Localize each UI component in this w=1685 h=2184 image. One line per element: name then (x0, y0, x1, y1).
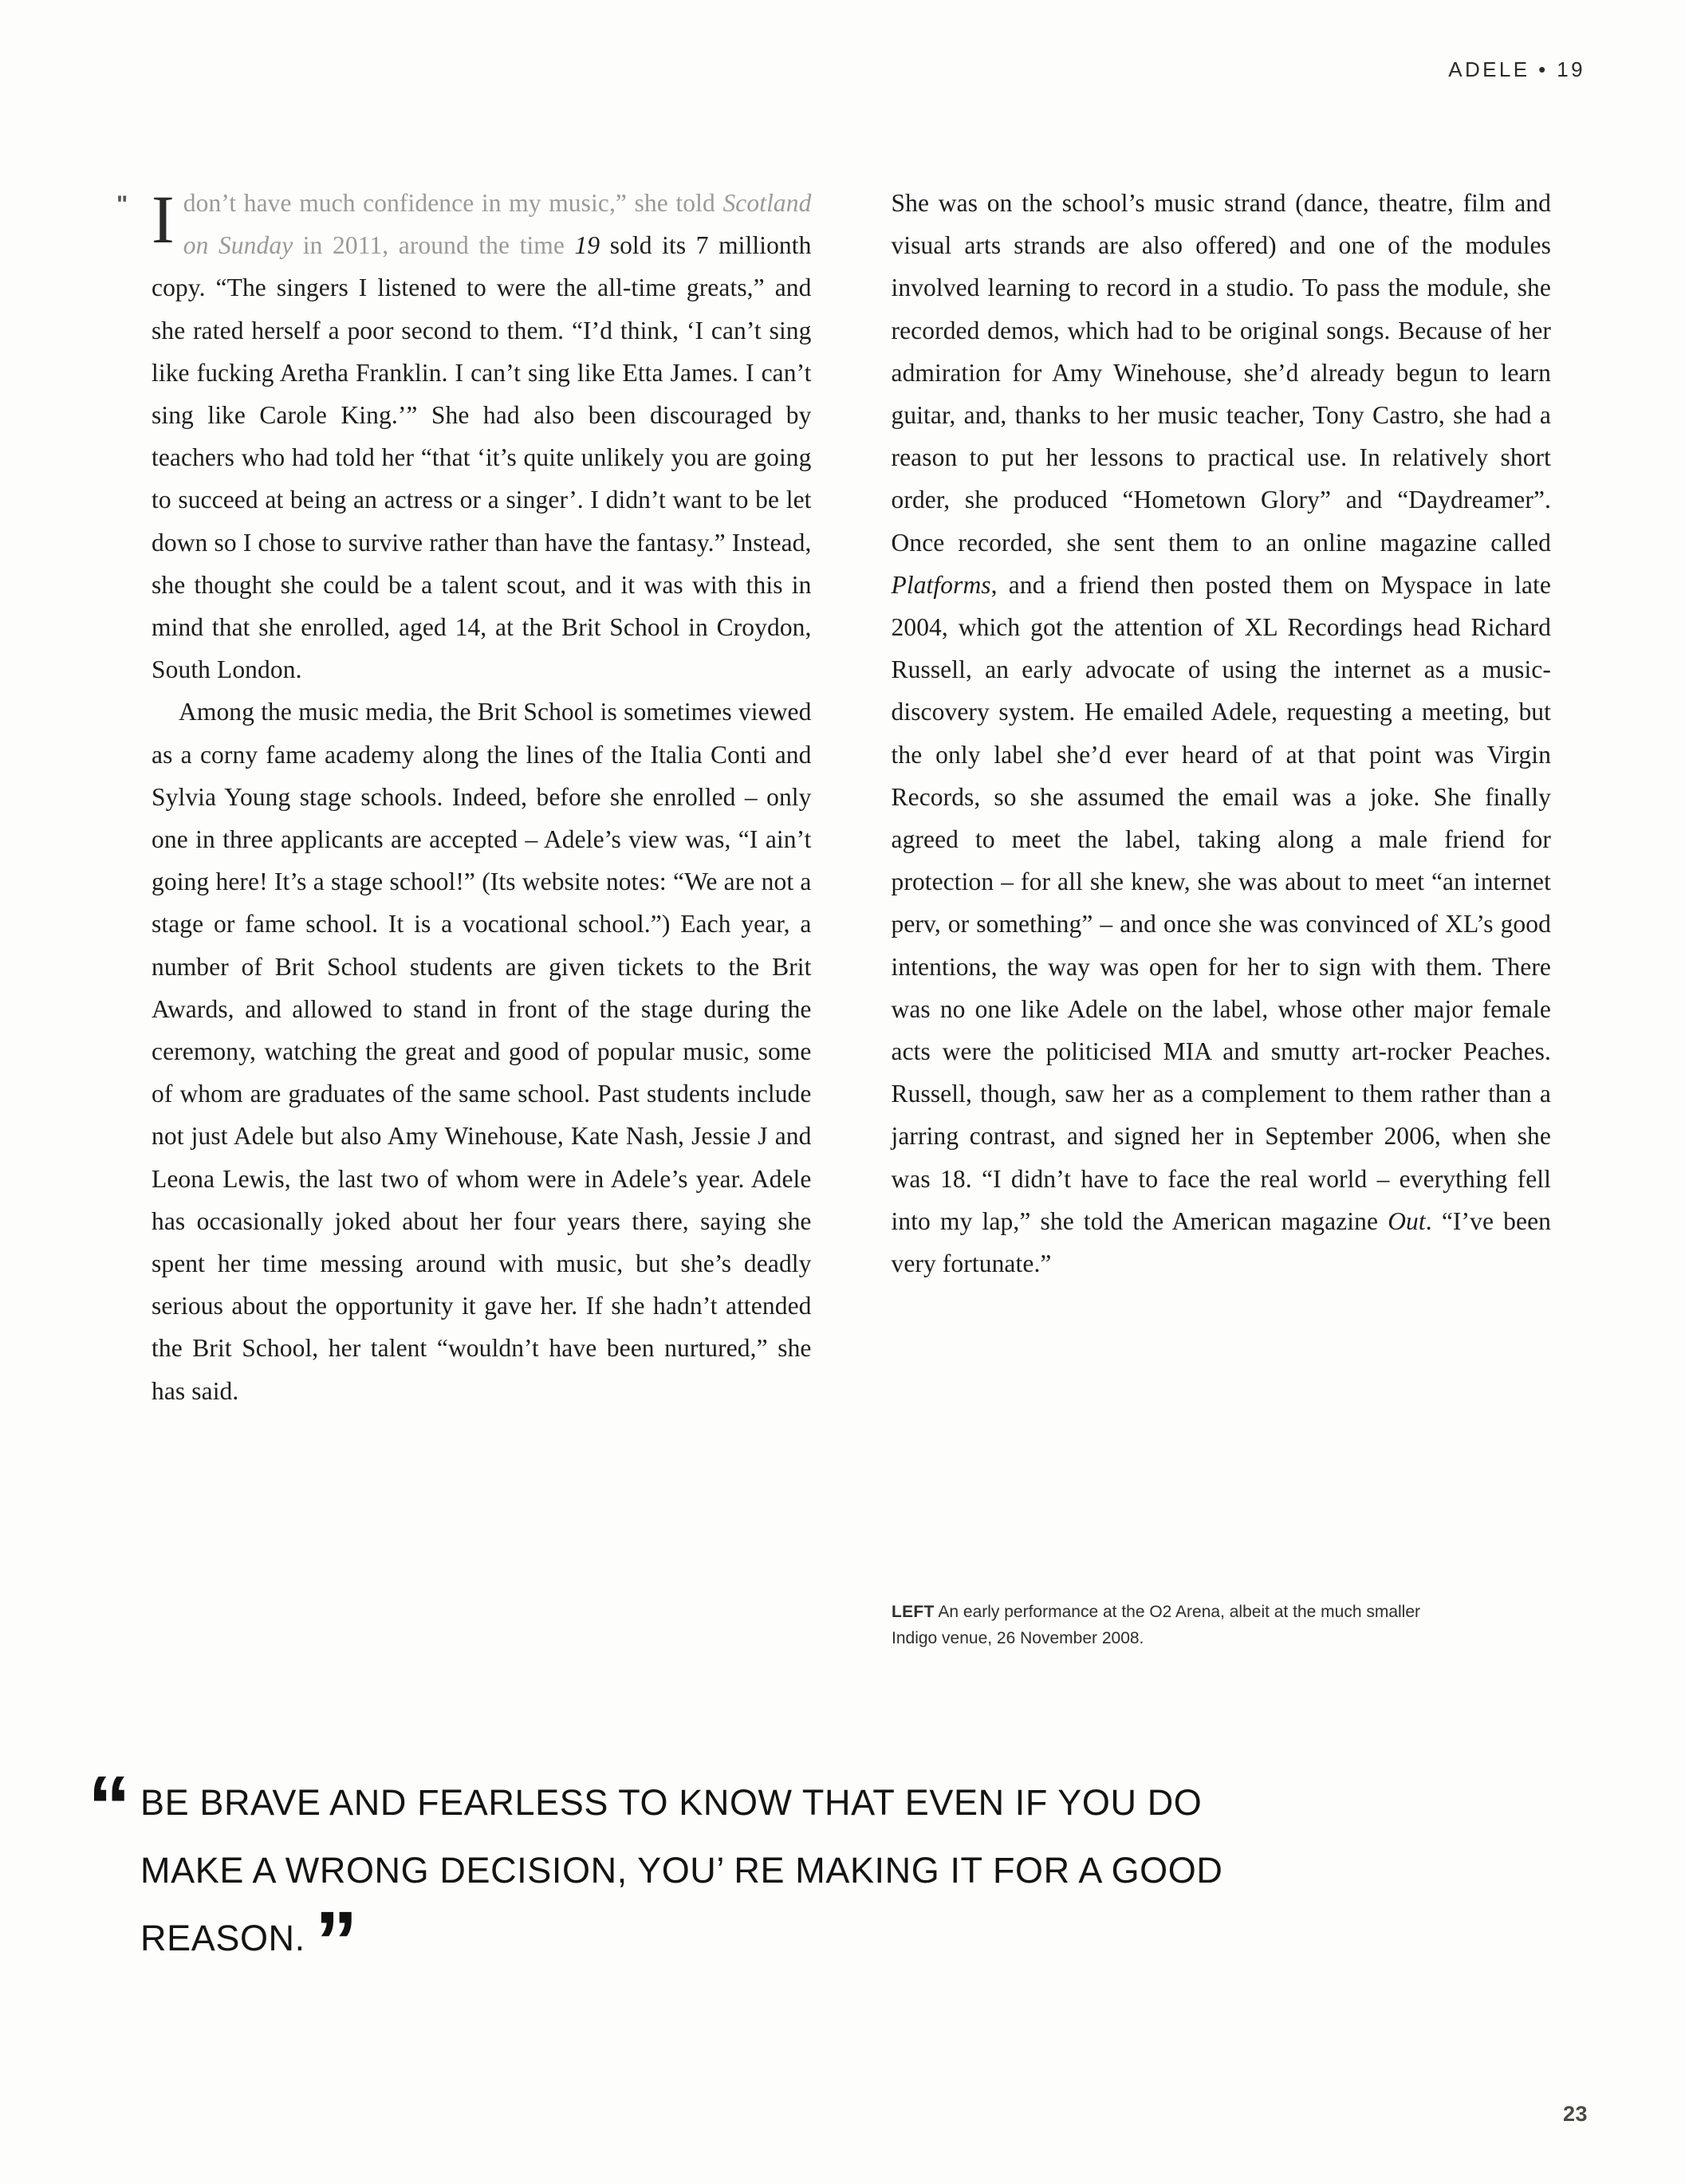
lead-italic-number: 19 (574, 231, 600, 260)
caption-text: An early performance at the O2 Arena, albeit at the much smaller Indigo venue, 26 November 2008. (892, 1603, 1421, 1647)
right-paragraph-1-part-b: , and a friend then posted them on Myspace in late 2004, which got the attention of XL Recordings head Richard Russell, an early advocate of using the internet as a music-discovery system. He emailed Adele, requesting a meeting, but the only label she’d ever heard of at that point was Virgin Records, so she assumed the email was a joke. She finally agreed to meet the label, taking along a male friend for protection – for all she knew, she was about to meet “an internet perv, or something” – and once she was convinced of XL’s good intentions, the way was open for her to sign with them. There was no one like Adele on the label, whose other major female acts were the politicised MIA and smutty art-rocker Peaches. Russell, though, saw her as a complement to them rather than a jarring contrast, and signed her in September 2006, when she was 18. “I didn’t have to face the real world – everything fell into my lap,” she told the American magazine (891, 570, 1551, 1235)
pull-quote-body (140, 1769, 1244, 1989)
right-paragraph-1-part-c: . “I’ve been very fortunate.” (891, 1206, 1551, 1278)
lead-paragraph (116, 181, 812, 691)
left-column (116, 181, 812, 1412)
article-body (116, 181, 1551, 1412)
faded-line-2-post: in 2011, around the time (293, 231, 565, 260)
pull-quote-text: BE BRAVE AND FEARLESS TO KNOW THAT EVEN IF YOU DO MAKE A WRONG DECISION, YOU’ RE MAKING IT FOR A GOOD REASON. (140, 1782, 1223, 1958)
running-head: ADELE • 19 (1448, 57, 1585, 81)
pull-quote-close-mark: ” (314, 1893, 353, 1989)
photo-caption (892, 1599, 1450, 1651)
faded-line-2-pre: told (675, 189, 723, 217)
pull-quote (88, 1757, 1244, 1989)
faded-line-2-italic: Scotland on Sunday (183, 189, 812, 260)
faded-line-1: don’t have much confidence in my music,” she (183, 189, 668, 217)
magazine-name-platforms: Platforms (891, 570, 991, 599)
left-paragraph-2: Among the music media, the Brit School is sometimes viewed as a corny fame academy along the lines of the Italia Conti and Sylvia Young stage schools. Indeed, before she enrolled – only one in three applicants are accepted – Adele’s view was, “I ain’t going here! It’s a stage school!” (Its website notes: “We are not a stage or fame school. It is a vocational school.”) Each year, a number of Brit School students are given tickets to the Brit Awards, and allowed to stand in front of the stage during the ceremony, watching the great and good of popular music, some of whom are graduates of the same school. Past students include not just Adele but also Amy Winehouse, Kate Nash, Jessie J and Leona Lewis, the last two of whom were in Adele’s year. Adele has occasionally joked about her four years there, saying she spent her time messing around with music, but she’s deadly serious about the opportunity it gave her. If she hadn’t attended the Brit School, her talent “wouldn’t have been nurtured,” she has said. (152, 698, 812, 1405)
pull-quote-open-mark: “ (88, 1757, 126, 1854)
right-column (892, 182, 1552, 1412)
opening-quote-mark: " (116, 191, 127, 218)
page-number: 23 (1562, 2102, 1588, 2126)
caption-label: LEFT (892, 1603, 935, 1621)
right-paragraph-1 (892, 182, 1552, 1285)
drop-cap: I (152, 181, 175, 258)
lead-rest: sold its 7 millionth copy. “The singers I listened to were the all-time greats,” and she rated herself a poor second to them. “I’d think, ‘I can’t sing like fucking Aretha Franklin. I can’t sing like Etta James. I can’t sing like Carole King.’” She had also been discouraged by teachers who had told her “that ‘it’s quite unlikely you are going to succeed at being an actress or a singer’. I didn’t want to be let down so I chose to survive rather than have the fantasy.” Instead, she thought she could be a talent scout, and it was with this in mind that she enrolled, aged 14, at the Brit School in Croydon, South London. (152, 231, 812, 684)
right-paragraph-1-part-a: She was on the school’s music strand (dance, theatre, film and visual arts strands are also offered) and one of the modules involved learning to record in a studio. To pass the module, she recorded demos, which had to be original songs. Because of her admiration for Amy Winehouse, she’d already begun to learn guitar, and, thanks to her music teacher, Tony Castro, she had a reason to put her lessons to practical use. In relatively short order, she produced “Hometown Glory” and “Daydreamer”. Once recorded, she sent them to an online magazine called (891, 189, 1551, 557)
magazine-name-out: Out (1388, 1206, 1426, 1235)
